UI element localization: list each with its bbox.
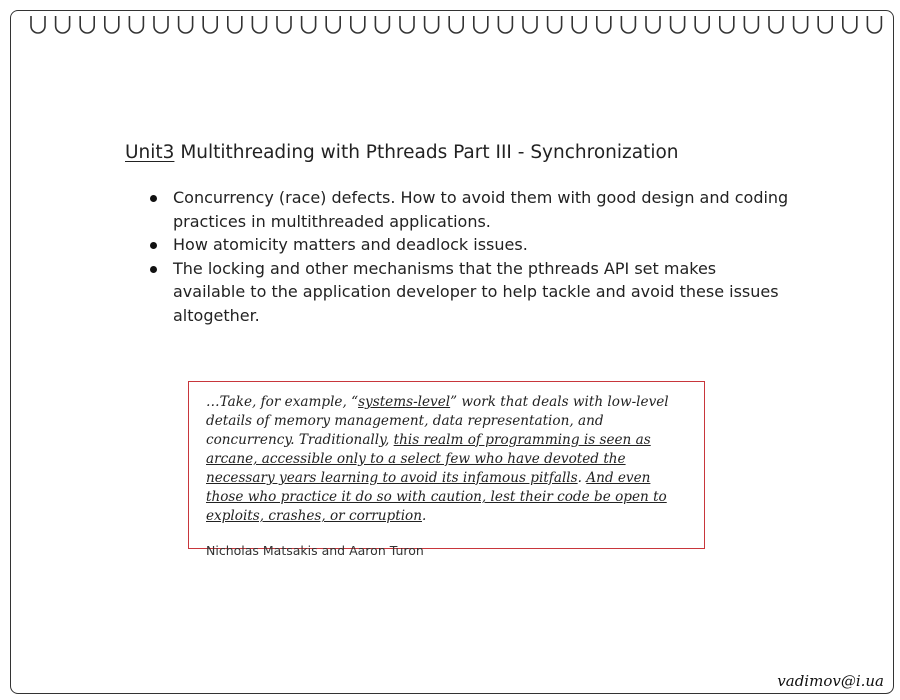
quote-author: Nicholas Matsakis and Aaron Turon bbox=[206, 543, 424, 558]
title-unit: Unit3 bbox=[125, 142, 175, 163]
quote-box bbox=[188, 381, 705, 558]
quote-underlined: this realm of programming is seen as arcane, accessible only to a select few who have devoted the necessary years learning to avoid its infamous pitfalls bbox=[206, 432, 651, 486]
bullet-item: How atomicity matters and deadlock issues. bbox=[150, 233, 790, 257]
quote-underlined: systems-level bbox=[358, 394, 451, 410]
binding-ring bbox=[621, 16, 635, 33]
slide-title bbox=[125, 142, 679, 163]
quote-part: …Take, for example, “ bbox=[206, 394, 359, 410]
binding-ring bbox=[302, 16, 316, 33]
binding-ring bbox=[523, 16, 537, 33]
binding-ring bbox=[203, 16, 217, 33]
binding-ring bbox=[646, 16, 660, 33]
binding-ring bbox=[744, 16, 758, 33]
binding-ring bbox=[179, 16, 193, 33]
title-text: Multithreading with Pthreads Part III - Synchronization bbox=[174, 142, 679, 163]
quote-part: . bbox=[422, 508, 427, 524]
binding-ring bbox=[671, 16, 685, 33]
page-frame bbox=[10, 10, 894, 694]
bullet-item: The locking and other mechanisms that the pthreads API set makes available to the application developer to help tackle and avoid these issues altogether. bbox=[150, 257, 790, 328]
binding-ring bbox=[56, 16, 70, 33]
binding-ring bbox=[425, 16, 439, 33]
binding-ring bbox=[129, 16, 143, 33]
binding-ring bbox=[351, 16, 365, 33]
binding-ring bbox=[228, 16, 242, 33]
binding-ring bbox=[474, 16, 488, 33]
binding-ring bbox=[597, 16, 611, 33]
bullet-list bbox=[150, 186, 790, 327]
binding-ring bbox=[31, 16, 45, 33]
spiral-binding bbox=[0, 0, 900, 40]
quote-text bbox=[206, 393, 692, 526]
binding-ring bbox=[818, 16, 832, 33]
bullet-item: Concurrency (race) defects. How to avoid them with good design and coding practices in multithreaded applications. bbox=[150, 186, 790, 233]
binding-ring bbox=[105, 16, 119, 33]
binding-ring bbox=[867, 16, 881, 33]
binding-ring bbox=[498, 16, 512, 33]
binding-ring bbox=[695, 16, 709, 33]
binding-ring bbox=[548, 16, 562, 33]
binding-ring bbox=[449, 16, 463, 33]
quote-underlined: And even those who practice it do so with caution, lest their code be open to exploits, crashes, or corruption bbox=[206, 470, 667, 524]
author-email: vadimov@i.ua bbox=[777, 672, 884, 690]
quote-part: . bbox=[577, 470, 587, 486]
binding-ring bbox=[572, 16, 586, 33]
binding-ring bbox=[843, 16, 857, 33]
binding-ring bbox=[794, 16, 808, 33]
binding-ring bbox=[80, 16, 94, 33]
binding-ring bbox=[252, 16, 266, 33]
quote-part: ” work that deals with low-level details of memory management, data representation, and concurrency. Traditionally, bbox=[206, 394, 669, 448]
binding-ring bbox=[375, 16, 389, 33]
binding-ring bbox=[769, 16, 783, 33]
binding-ring bbox=[277, 16, 291, 33]
binding-ring bbox=[326, 16, 340, 33]
binding-ring bbox=[720, 16, 734, 33]
binding-ring bbox=[400, 16, 414, 33]
binding-ring bbox=[154, 16, 168, 33]
